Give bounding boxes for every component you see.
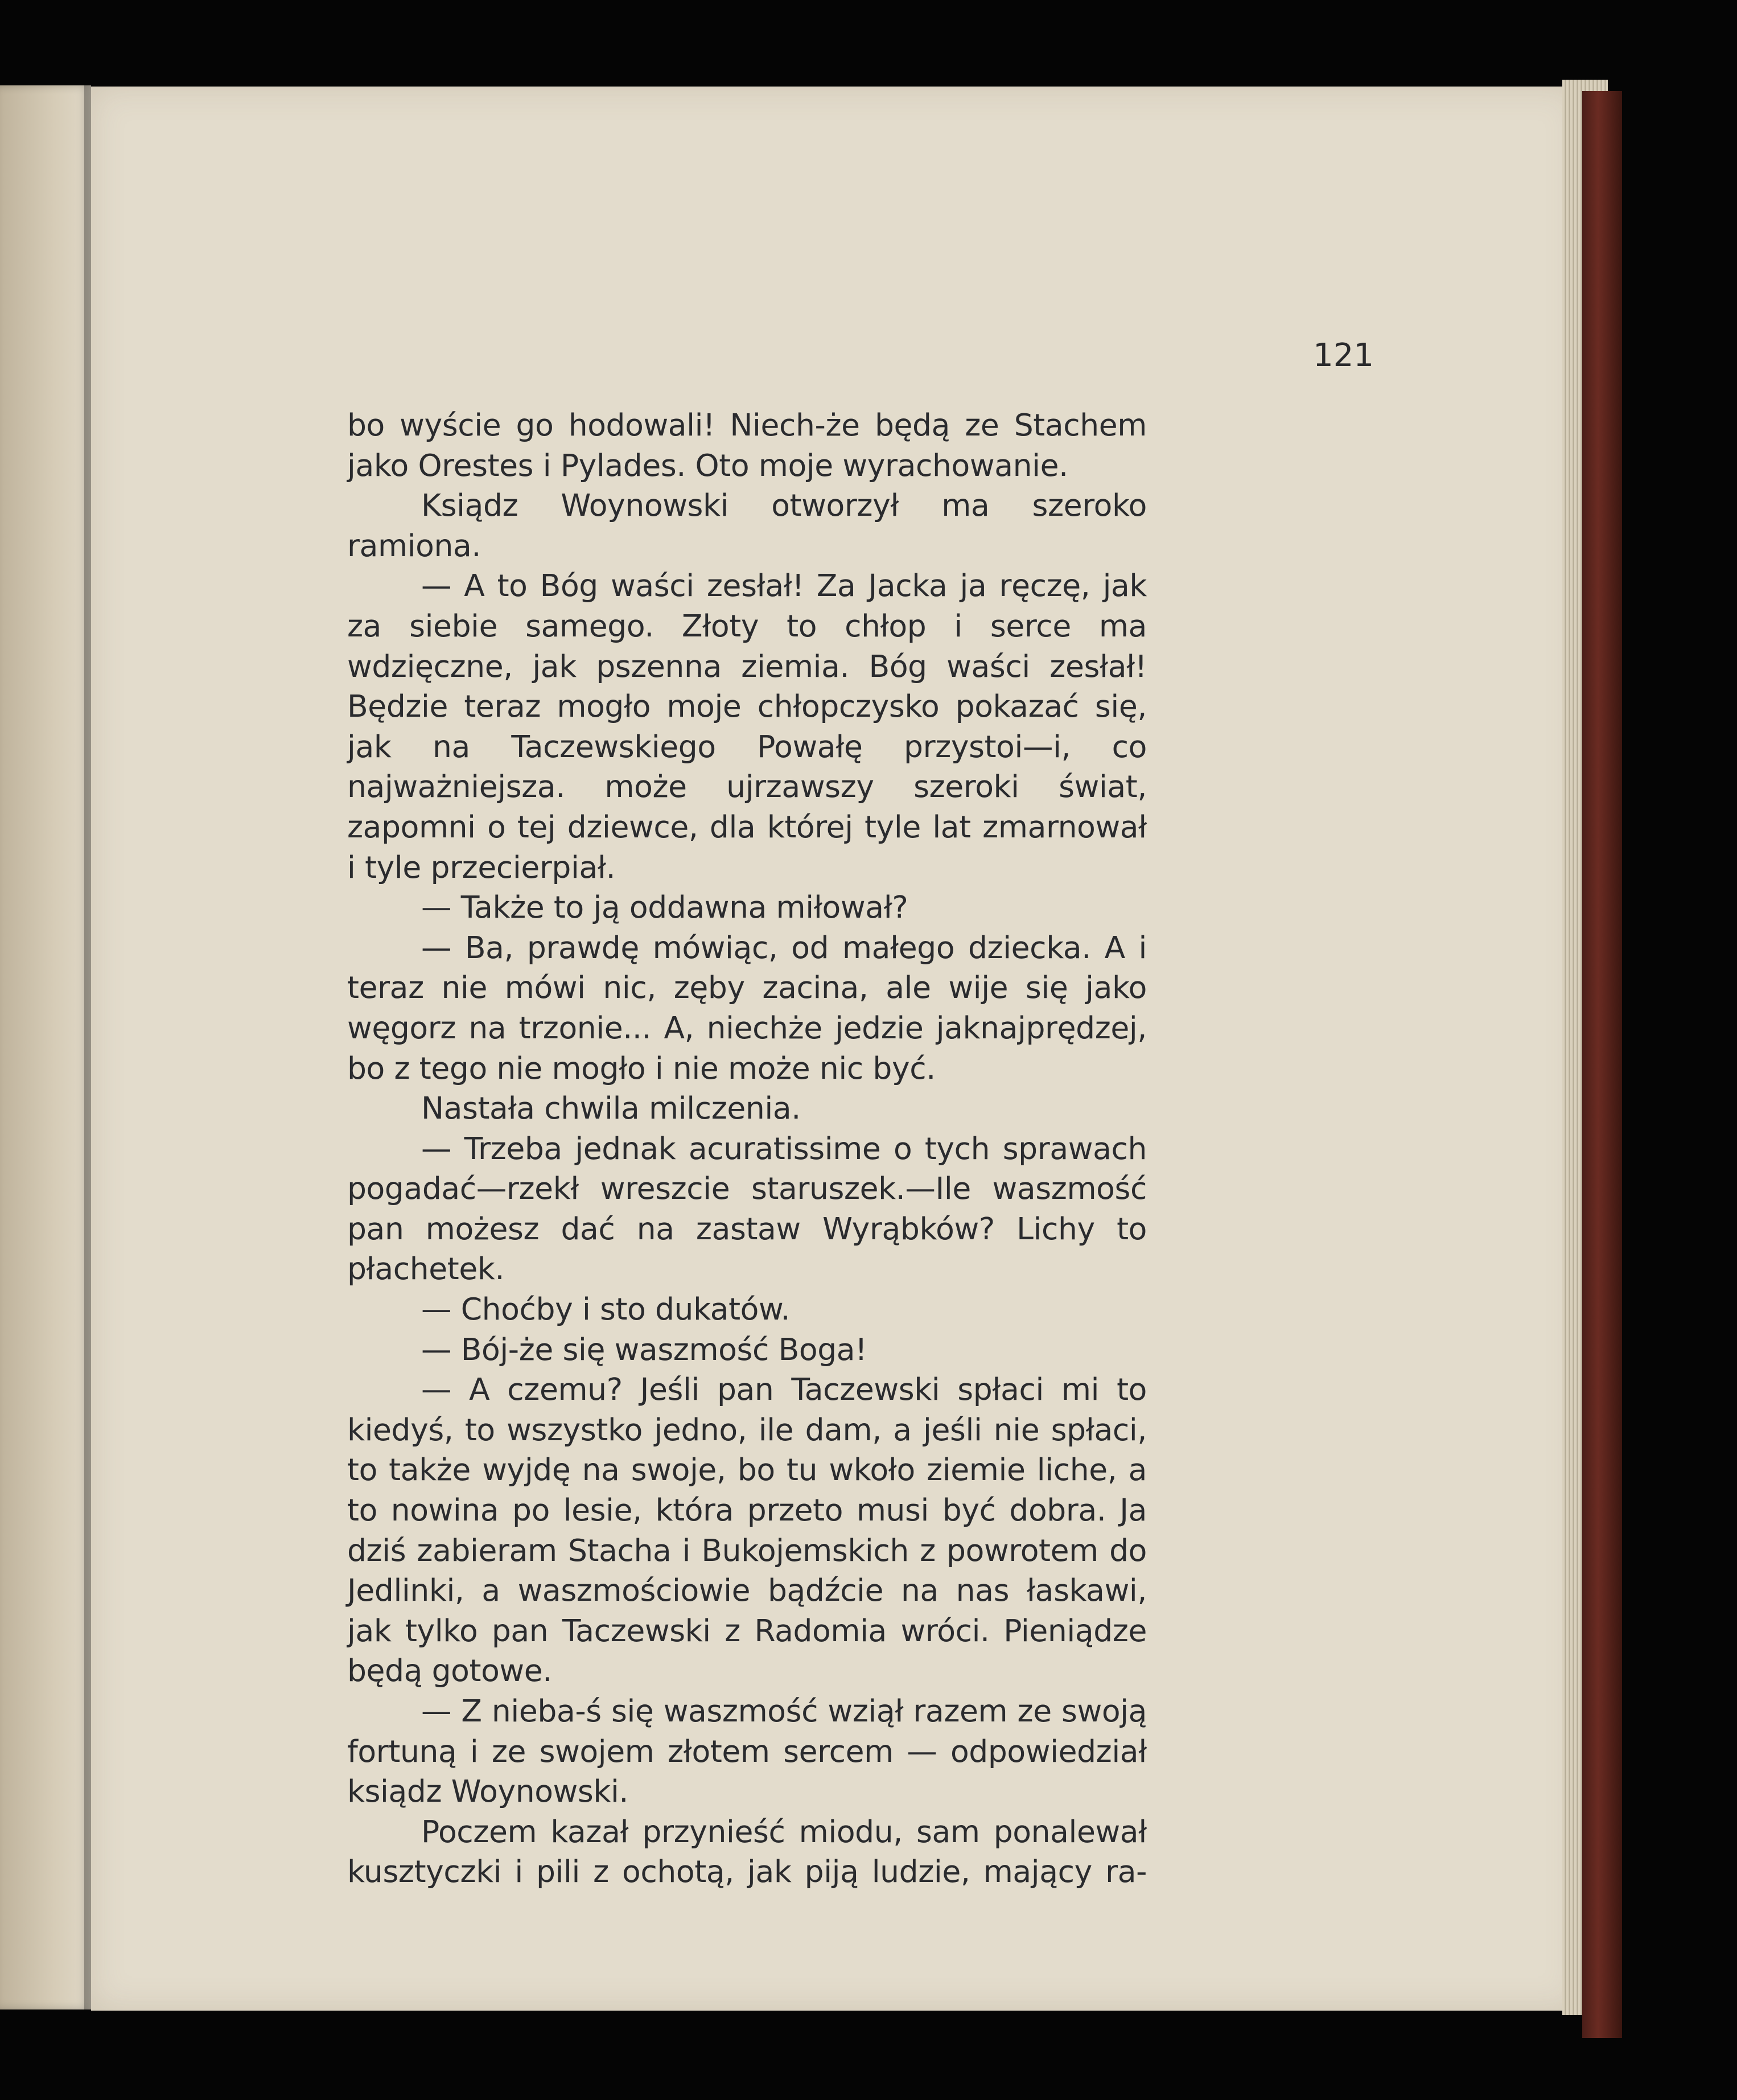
paragraph-3: — A to Bóg waści zesłał! Za Jacka ja ręczę, jak za siebie samego. Złoty to chłop i serce ma wdzięczne, jak pszenna ziemia. Bóg waści zesłał! Będzie teraz mogło moje chłopczysko pokazać się, jak na Taczewskiego Powałę przystoi—i, co najważniejsza. może ujrzawszy szeroki świat, zapomni o tej dziewce, dla której tyle lat zmarnował i tyle przecierpiał.	[347, 568, 1147, 885]
left-page-edge	[0, 85, 91, 2009]
paragraph-6: Nastała chwila milczenia.	[421, 1090, 801, 1127]
paragraph-9: — Bój-że się waszmość Boga!	[421, 1331, 867, 1367]
paragraph-10: — A czemu? Jeśli pan Taczewski spłaci mi to kiedyś, to wszystko jedno, ile dam, a jeśli nie spłaci, to także wyjdę na swoje, bo tu wkoło ziemie liche, a to nowina po lesie, która przeto musi być dobra. Ja dziś zabieram Stacha i Bukojemskich z powrotem do Jedlinki, a waszmościowie bądźcie na nas łaskawi, jak tylko pan Taczewski z Radomia wróci. Pieniądze będą gotowe.	[347, 1371, 1147, 1689]
paragraph-2: Ksiądz Woynowski otworzył ma szeroko ramiona.	[347, 487, 1147, 564]
paragraph-8: — Choćby i sto dukatów.	[421, 1291, 791, 1328]
page-number: 121	[1313, 337, 1374, 374]
paragraph-12: Poczem kazał przynieść miodu, sam ponalewał kusztyczki i pili z ochotą, jak piją ludzie, mający ra-	[347, 1813, 1147, 1890]
paragraph-4: — Także to ją oddawna miłował?	[421, 889, 908, 926]
paragraph-1: bo wyście go hodowali! Niech-że będą ze Stachem jako Orestes i Pylades. Oto moje wyrachowanie.	[347, 407, 1147, 483]
body-text	[347, 405, 1147, 1892]
paragraph-11: — Z nieba-ś się waszmość wziął razem ze swoją fortuną i ze swojem złotem sercem — odpowiedział ksiądz Woynowski.	[347, 1693, 1147, 1810]
paragraph-7: — Trzeba jednak acuratissime o tych sprawach pogadać—rzekł wreszcie staruszek.—Ile waszmość pan możesz dać na zastaw Wyrąbków? Lichy to płachetek.	[347, 1130, 1147, 1287]
book-binding	[1582, 91, 1622, 2038]
paragraph-5: — Ba, prawdę mówiąc, od małego dziecka. A i teraz nie mówi nic, zęby zacina, ale wije się jako węgorz na trzonie... A, niechże jedzie jaknajprędzej, bo z tego nie mogło i nie może nic być.	[347, 929, 1147, 1086]
